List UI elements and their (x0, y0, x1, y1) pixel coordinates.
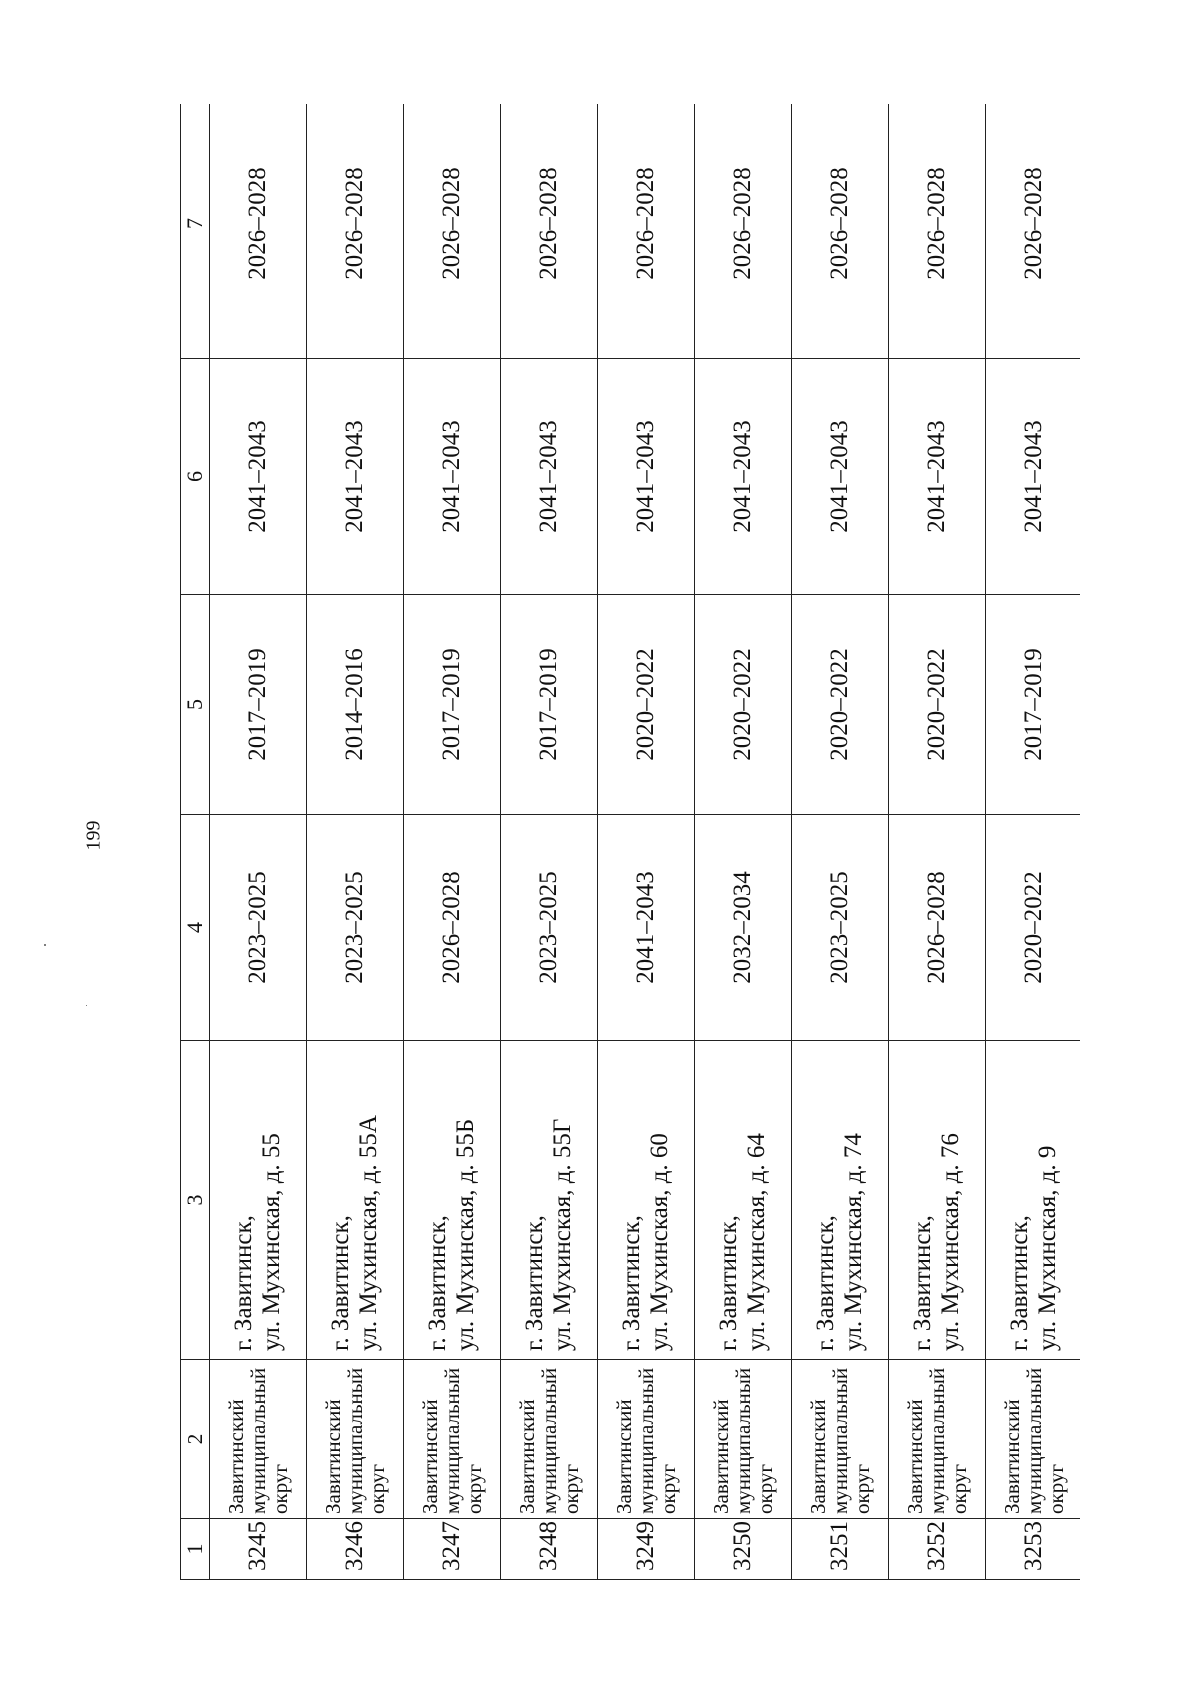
district-line: округ (947, 1463, 971, 1514)
address-cell (598, 1041, 695, 1360)
district-line: Завитинский (418, 1399, 442, 1514)
address-cell (307, 1041, 404, 1360)
district-line: муниципальный (537, 1367, 561, 1514)
district-cell (307, 1360, 404, 1519)
table-row (792, 104, 889, 1580)
address-cell (792, 1041, 889, 1360)
district-line: округ (1044, 1463, 1068, 1514)
district-cell (501, 1360, 598, 1519)
period-cell-4: 2020–2022 (986, 815, 1081, 1041)
district-line: Завитинский (903, 1399, 927, 1514)
address-cell (210, 1041, 307, 1360)
column-header-5: 5 (181, 595, 210, 815)
district-line: муниципальный (731, 1367, 755, 1514)
row-number: 3248 (501, 1519, 598, 1580)
address-line: г. Завитинск, (230, 1215, 257, 1351)
table-row (501, 104, 598, 1580)
period-cell-6: 2041–2043 (889, 359, 986, 595)
district-cell (404, 1360, 501, 1519)
rotated-table (180, 104, 1080, 1580)
district-line: округ (559, 1463, 583, 1514)
district-line: Завитинский (612, 1399, 636, 1514)
address-line: г. Завитинск, (812, 1215, 839, 1351)
period-cell-6: 2041–2043 (404, 359, 501, 595)
address-line: ул. Мухинская, д. 9 (1034, 1145, 1061, 1351)
address-line: г. Завитинск, (327, 1215, 354, 1351)
district-line: муниципальный (828, 1367, 852, 1514)
row-number: 3246 (307, 1519, 404, 1580)
column-header-6: 6 (181, 359, 210, 595)
column-header-row (181, 104, 210, 1580)
table-row (307, 104, 404, 1580)
address-line: г. Завитинск, (521, 1215, 548, 1351)
period-cell-6: 2041–2043 (210, 359, 307, 595)
period-cell-5: 2017–2019 (986, 595, 1081, 815)
district-line: Завитинский (709, 1399, 733, 1514)
table-row (404, 104, 501, 1580)
period-cell-7: 2026–2028 (210, 104, 307, 359)
address-line: ул. Мухинская, д. 55Г (549, 1118, 576, 1351)
period-cell-4: 2023–2025 (792, 815, 889, 1041)
rotated-table-container (180, 104, 1080, 1580)
address-line: ул. Мухинская, д. 60 (646, 1133, 673, 1351)
district-line: муниципальный (634, 1367, 658, 1514)
address-line: ул. Мухинская, д. 64 (743, 1133, 770, 1351)
address-line: г. Завитинск, (909, 1215, 936, 1351)
period-cell-7: 2026–2028 (307, 104, 404, 359)
period-cell-4: 2026–2028 (889, 815, 986, 1041)
district-line: округ (365, 1463, 389, 1514)
period-cell-7: 2026–2028 (695, 104, 792, 359)
district-line: округ (268, 1463, 292, 1514)
row-number: 3252 (889, 1519, 986, 1580)
address-line: ул. Мухинская, д. 55А (355, 1115, 382, 1351)
data-table (180, 104, 1080, 1580)
column-header-7: 7 (181, 104, 210, 359)
district-cell (792, 1360, 889, 1519)
row-number: 3250 (695, 1519, 792, 1580)
district-cell (695, 1360, 792, 1519)
district-line: округ (753, 1463, 777, 1514)
period-cell-5: 2017–2019 (404, 595, 501, 815)
period-cell-7: 2026–2028 (404, 104, 501, 359)
period-cell-4: 2023–2025 (307, 815, 404, 1041)
district-line: округ (656, 1463, 680, 1514)
district-cell (598, 1360, 695, 1519)
district-cell (986, 1360, 1081, 1519)
table-row (889, 104, 986, 1580)
address-cell (695, 1041, 792, 1360)
address-line: ул. Мухинская, д. 74 (840, 1133, 867, 1351)
period-cell-5: 2014–2016 (307, 595, 404, 815)
district-line: муниципальный (1022, 1367, 1046, 1514)
period-cell-7: 2026–2028 (889, 104, 986, 359)
address-line: г. Завитинск, (618, 1215, 645, 1351)
period-cell-4: 2023–2025 (501, 815, 598, 1041)
column-header-1: 1 (181, 1519, 210, 1580)
period-cell-6: 2041–2043 (986, 359, 1081, 595)
district-line: Завитинский (806, 1399, 830, 1514)
district-line: муниципальный (925, 1367, 949, 1514)
column-header-2: 2 (181, 1360, 210, 1519)
period-cell-7: 2026–2028 (501, 104, 598, 359)
district-line: Завитинский (515, 1399, 539, 1514)
address-cell (404, 1041, 501, 1360)
period-cell-4: 2041–2043 (598, 815, 695, 1041)
address-line: ул. Мухинская, д. 76 (937, 1133, 964, 1351)
district-line: округ (462, 1463, 486, 1514)
period-cell-5: 2020–2022 (598, 595, 695, 815)
row-number: 3251 (792, 1519, 889, 1580)
address-line: г. Завитинск, (715, 1215, 742, 1351)
period-cell-5: 2020–2022 (889, 595, 986, 815)
district-line: муниципальный (440, 1367, 464, 1514)
period-cell-5: 2017–2019 (210, 595, 307, 815)
district-line: муниципальный (246, 1367, 270, 1514)
period-cell-7: 2026–2028 (986, 104, 1081, 359)
period-cell-6: 2041–2043 (598, 359, 695, 595)
period-cell-6: 2041–2043 (695, 359, 792, 595)
district-cell (210, 1360, 307, 1519)
period-cell-7: 2026–2028 (598, 104, 695, 359)
district-line: Завитинский (321, 1399, 345, 1514)
period-cell-6: 2041–2043 (501, 359, 598, 595)
address-line: г. Завитинск, (1006, 1215, 1033, 1351)
address-line: ул. Мухинская, д. 55Б (452, 1118, 479, 1351)
address-cell (501, 1041, 598, 1360)
period-cell-5: 2020–2022 (792, 595, 889, 815)
period-cell-4: 2023–2025 (210, 815, 307, 1041)
column-header-3: 3 (181, 1041, 210, 1360)
address-cell (889, 1041, 986, 1360)
row-number: 3253 (986, 1519, 1081, 1580)
scan-speck (86, 1005, 87, 1006)
table-row (598, 104, 695, 1580)
district-line: муниципальный (343, 1367, 367, 1514)
period-cell-6: 2041–2043 (792, 359, 889, 595)
district-cell (889, 1360, 986, 1519)
column-header-4: 4 (181, 815, 210, 1041)
scan-speck (44, 944, 46, 946)
address-line: ул. Мухинская, д. 55 (258, 1133, 285, 1351)
row-number: 3249 (598, 1519, 695, 1580)
district-line: Завитинский (224, 1399, 248, 1514)
period-cell-6: 2041–2043 (307, 359, 404, 595)
period-cell-5: 2017–2019 (501, 595, 598, 815)
row-number: 3245 (210, 1519, 307, 1580)
period-cell-5: 2020–2022 (695, 595, 792, 815)
table-row (210, 104, 307, 1580)
period-cell-7: 2026–2028 (792, 104, 889, 359)
period-cell-4: 2026–2028 (404, 815, 501, 1041)
address-cell (986, 1041, 1081, 1360)
district-line: Завитинский (1000, 1399, 1024, 1514)
table-row (986, 104, 1081, 1580)
district-line: округ (850, 1463, 874, 1514)
period-cell-4: 2032–2034 (695, 815, 792, 1041)
row-number: 3247 (404, 1519, 501, 1580)
page-number: 199 (82, 820, 105, 851)
table-row (695, 104, 792, 1580)
address-line: г. Завитинск, (424, 1215, 451, 1351)
